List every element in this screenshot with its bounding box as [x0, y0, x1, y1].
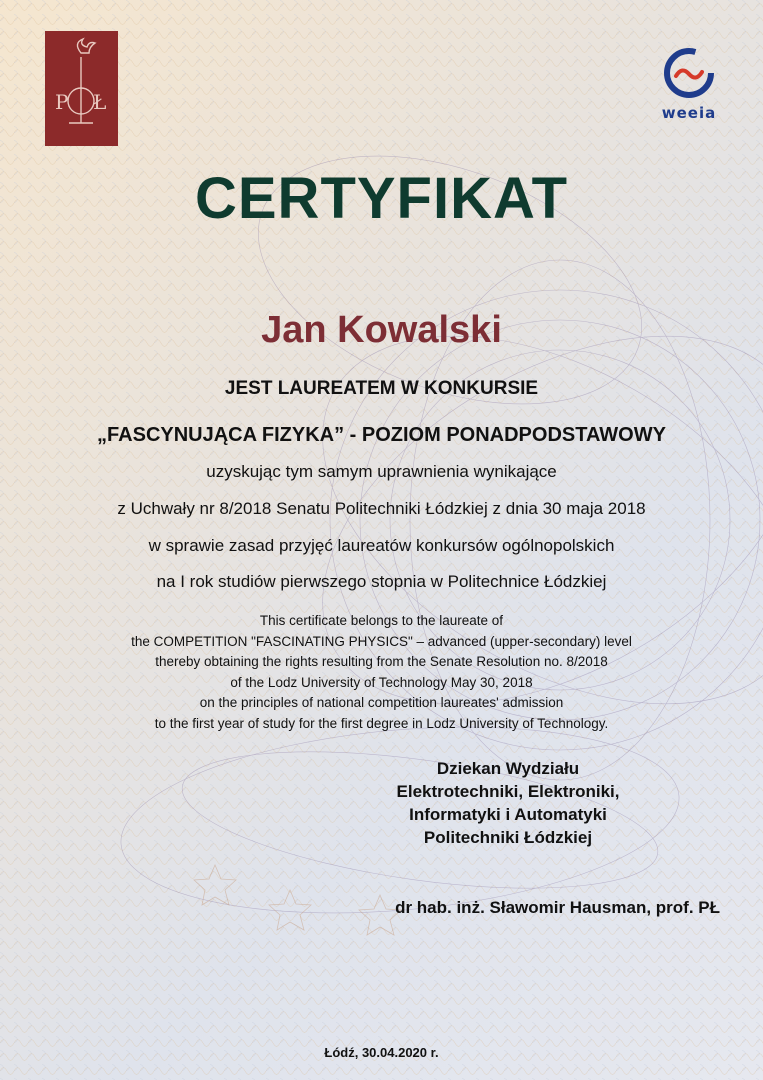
dean-block: [348, 757, 668, 849]
competition-name: „FASCYNUJĄCA FIZYKA” - POZIOM PONADPODSTAWOWY: [97, 424, 666, 446]
weeia-logo-text: weeia: [661, 104, 717, 122]
dean-line: Elektrotechniki, Elektroniki,: [396, 782, 620, 801]
english-text-block: [0, 611, 763, 734]
english-text-line: to the first year of study for the first degree in Lodz University of Technology.: [154, 715, 609, 731]
dean-line: Informatyki i Automatyki: [409, 805, 607, 824]
english-text-line: on the principles of national competition laureates' admission: [199, 695, 564, 710]
polish-text-line: z Uchwały nr 8/2018 Senatu Politechniki Łódzkiej z dnia 30 maja 2018: [117, 499, 646, 518]
svg-text:P: P: [55, 90, 69, 114]
signer-name: dr hab. inż. Sławomir Hausman, prof. PŁ: [395, 898, 720, 917]
certificate-title: CERTYFIKAT: [194, 166, 568, 231]
recipient-name: Jan Kowalski: [261, 309, 502, 351]
english-text-line: of the Lodz University of Technology May 30, 2018: [230, 674, 533, 690]
dean-line: Politechniki Łódzkiej: [423, 828, 593, 847]
svg-text:Ł: Ł: [93, 90, 107, 114]
dean-line: Dziekan Wydziału: [436, 759, 580, 778]
english-text-line: thereby obtaining the rights resulting from the Senate Resolution no. 8/2018: [155, 654, 608, 669]
english-text-line: the COMPETITION "FASCINATING PHYSICS" – advanced (upper-secondary) level: [131, 633, 632, 649]
politechnika-lodzka-logo-icon: [45, 31, 118, 146]
polish-text-line: na I rok studiów pierwszego stopnia w Politechnice Łódzkiej: [156, 572, 607, 591]
polish-text-line: uzyskując tym samym uprawnienia wynikające: [206, 462, 557, 481]
laureate-line: JEST LAUREATEM W KONKURSIE: [224, 378, 539, 399]
place-date: Łódź, 30.04.2020 r.: [324, 1045, 439, 1060]
english-text-line: This certificate belongs to the laureate of: [259, 613, 504, 628]
polish-text-line: w sprawie zasad przyjęć laureatów konkursów ogólnopolskich: [148, 536, 615, 555]
